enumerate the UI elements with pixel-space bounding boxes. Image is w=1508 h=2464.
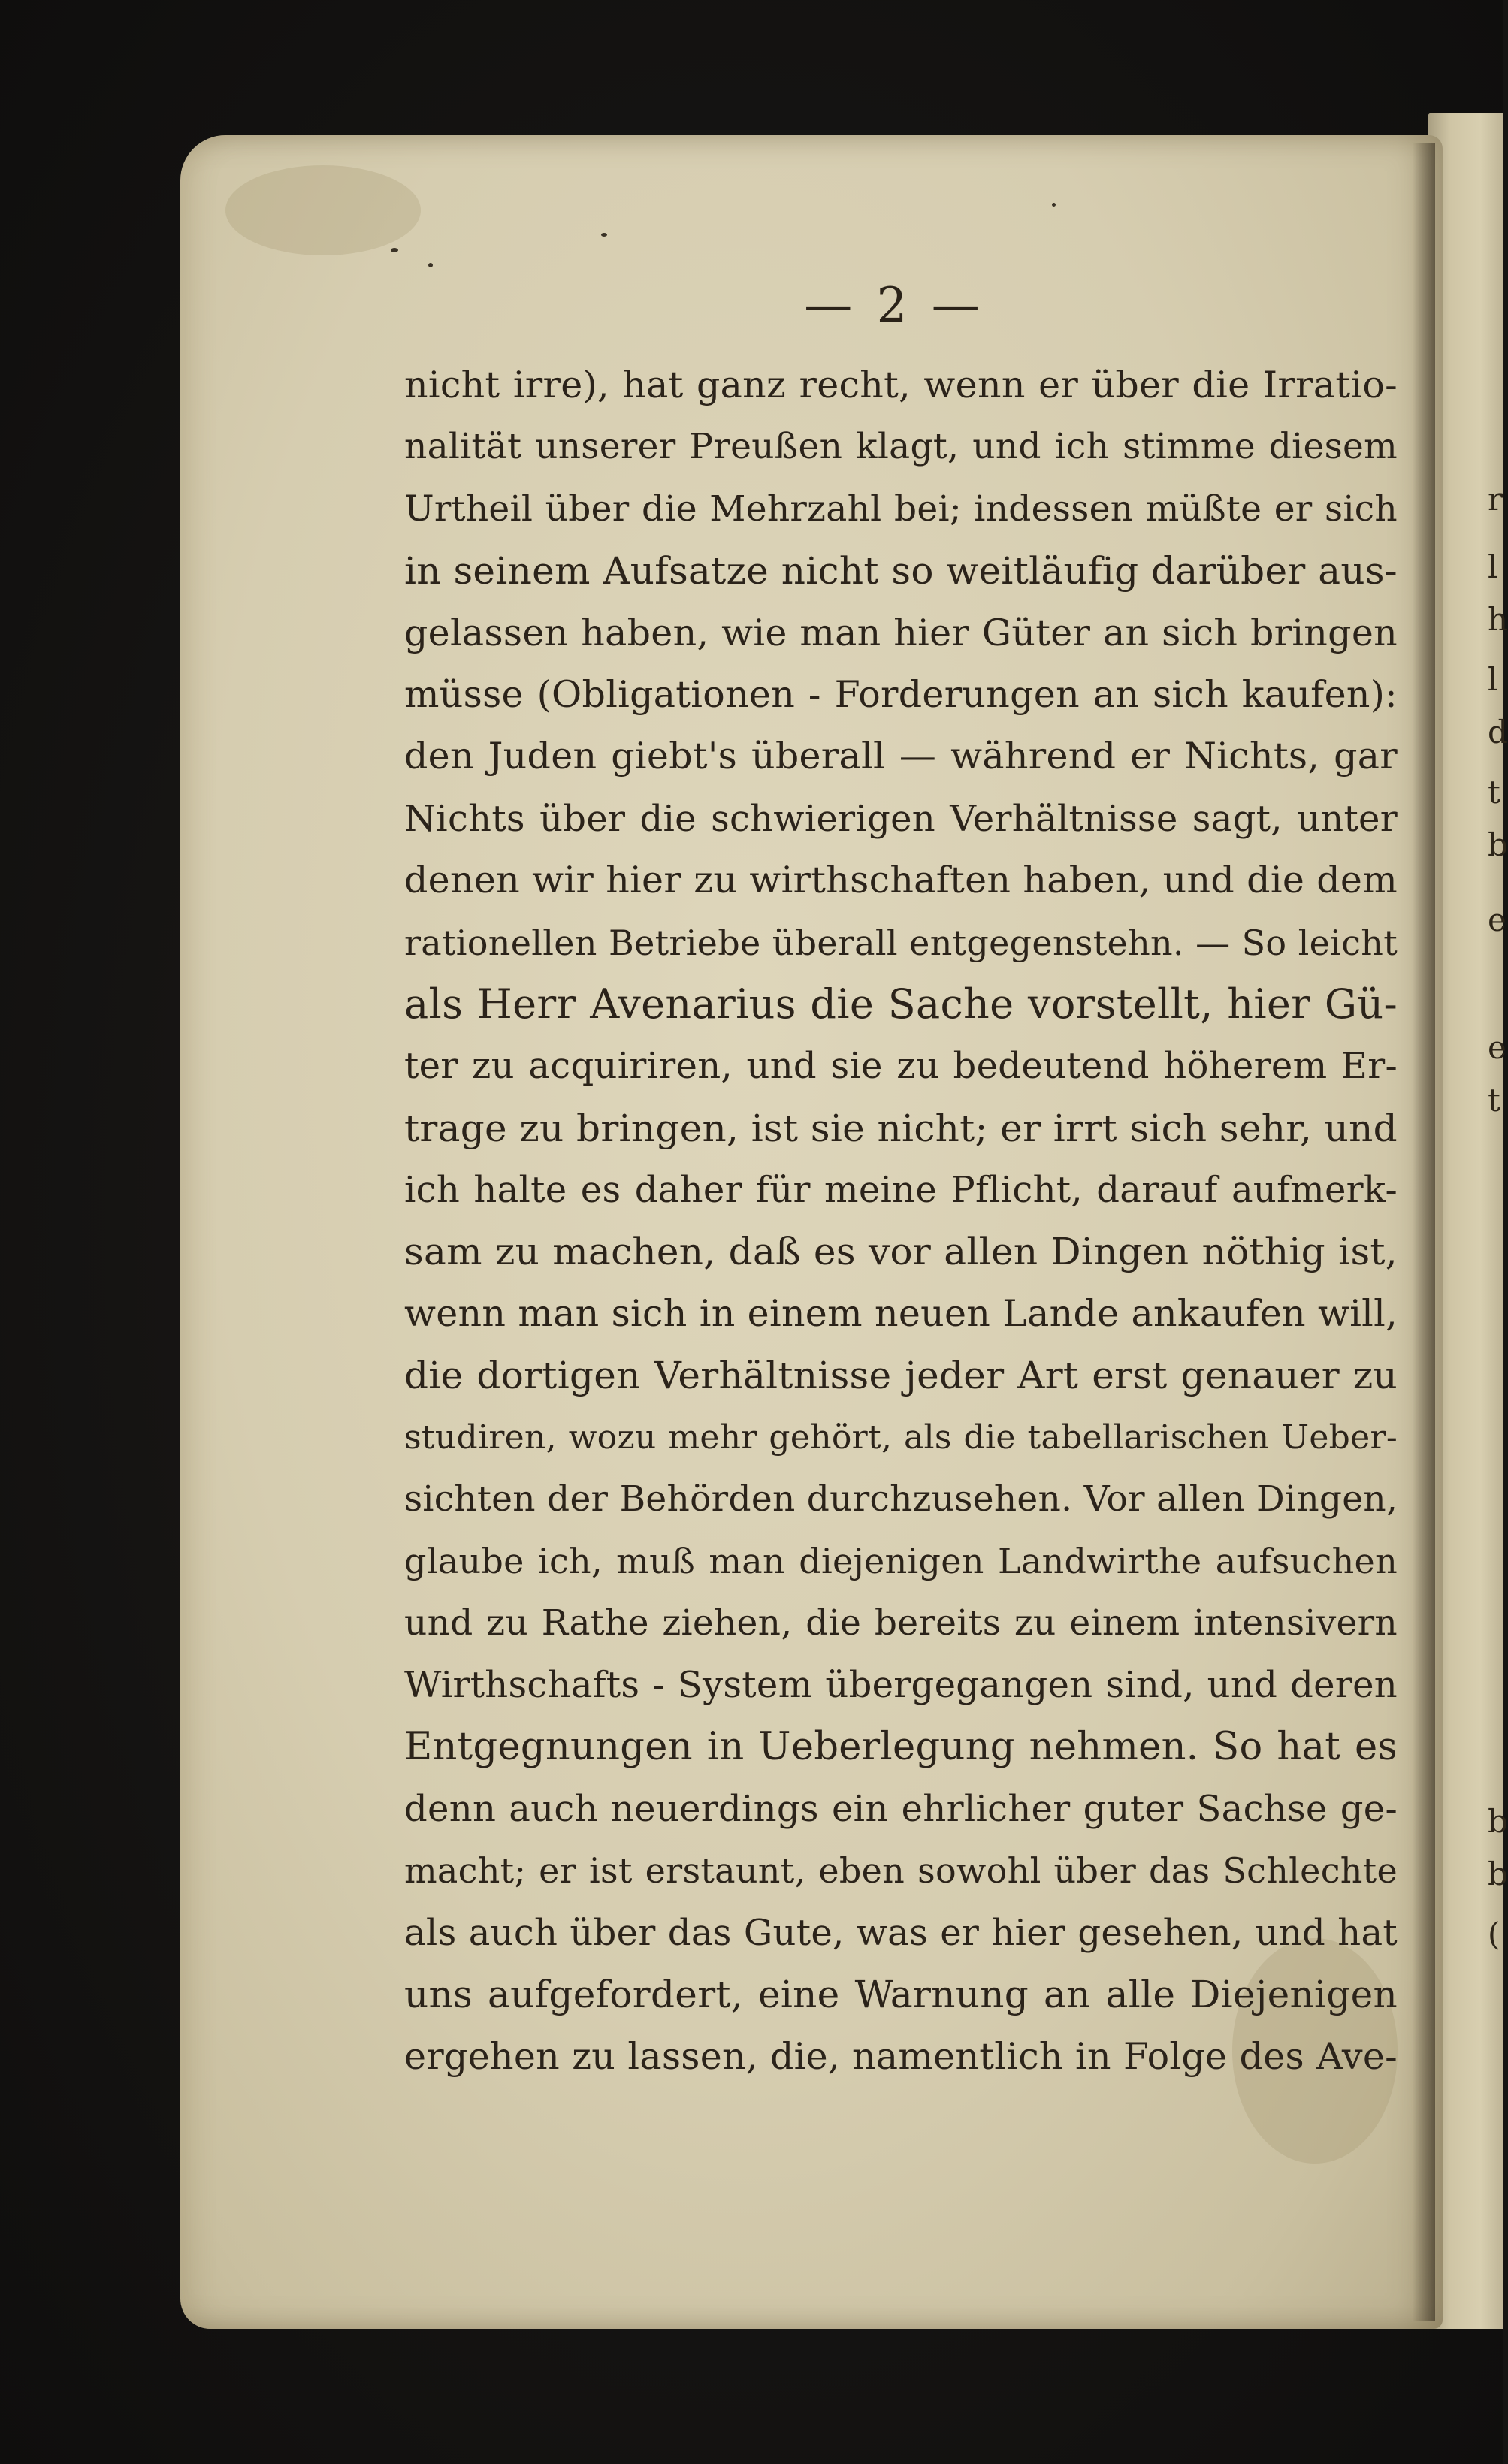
facing-page-glyph: t xyxy=(1488,1082,1500,1119)
text-line: gelassen haben, wie man hier Güter an sich bringen xyxy=(404,611,1398,654)
text-line: trage zu bringen, ist sie nicht; er irrt sich sehr, und xyxy=(404,1106,1398,1150)
facing-page-glyph: ( xyxy=(1488,1916,1500,1952)
text-line: müsse (Obligationen - Forderungen an sich kaufen): xyxy=(404,672,1398,716)
text-line: als Herr Avenarius die Sache vorstellt, hier Gü- xyxy=(404,980,1398,1028)
body-text xyxy=(404,355,1398,2088)
page-stain xyxy=(225,165,421,255)
facing-page-glyph: l xyxy=(1488,661,1498,698)
ink-speck xyxy=(428,263,433,267)
facing-page-glyph: d xyxy=(1488,714,1508,750)
text-line: Urtheil über die Mehrzahl bei; indessen müßte er sich xyxy=(404,488,1398,530)
facing-page-glyph: r xyxy=(1488,481,1503,518)
text-line: uns aufgefordert, eine Warnung an alle Diejenigen xyxy=(404,1973,1398,2017)
facing-page-glyph: l xyxy=(1488,548,1498,585)
text-line: studiren, wozu mehr gehört, als die tabellarischen Ueber- xyxy=(404,1418,1398,1457)
text-line: ergehen zu lassen, die, namentlich in Folge des Ave- xyxy=(404,2034,1398,2078)
page-gutter-shadow xyxy=(1413,143,1435,2321)
ink-speck xyxy=(1052,203,1056,207)
ink-speck xyxy=(601,233,607,237)
text-line: rationellen Betriebe überall entgegenstehn. — So leicht xyxy=(404,922,1398,963)
text-line: den Juden giebt's überall — während er Nichts, gar xyxy=(404,735,1398,778)
ink-speck xyxy=(391,248,398,252)
facing-page-glyph: b xyxy=(1488,1856,1508,1892)
facing-page-glyph: h xyxy=(1488,601,1508,638)
text-line: und zu Rathe ziehen, die bereits zu einem intensivern xyxy=(404,1602,1398,1644)
text-line: nicht irre), hat ganz recht, wenn er über die Irratio- xyxy=(404,364,1398,406)
text-line: ter zu acquiriren, und sie zu bedeutend höherem Er- xyxy=(404,1045,1398,1088)
text-line: sichten der Behörden durchzusehen. Vor allen Dingen, xyxy=(404,1478,1398,1520)
text-line: als auch über das Gute, was er hier gesehen, und hat xyxy=(404,1911,1398,1954)
text-line: Wirthschafts - System übergegangen sind, und deren xyxy=(404,1664,1398,1707)
text-line: Entgegnungen in Ueberlegung nehmen. So hat es xyxy=(404,1724,1398,1769)
text-line: nalität unserer Preußen klagt, und ich stimme diesem xyxy=(404,426,1398,468)
text-line: sam zu machen, daß es vor allen Dingen nöthig ist, xyxy=(404,1230,1398,1274)
text-line: wenn man sich in einem neuen Lande ankaufen will, xyxy=(404,1291,1398,1335)
text-line: ich halte es daher für meine Pflicht, darauf aufmerk- xyxy=(404,1169,1398,1212)
text-line: denen wir hier zu wirthschaften haben, und die dem xyxy=(404,859,1398,902)
text-line: Nichts über die schwierigen Verhältnisse sagt, unter xyxy=(404,797,1398,840)
text-line: die dortigen Verhältnisse jeder Art erst genauer zu xyxy=(404,1354,1398,1398)
text-line: denn auch neuerdings ein ehrlicher guter Sachse ge- xyxy=(404,1787,1398,1830)
facing-page-glyph: e xyxy=(1488,1029,1506,1066)
facing-page-glyph: b xyxy=(1488,826,1508,863)
facing-page-glyph: t xyxy=(1488,774,1500,811)
text-line: glaube ich, muß man diejenigen Landwirthe aufsuchen xyxy=(404,1541,1398,1582)
facing-page-glyph: e xyxy=(1488,901,1506,938)
text-line: in seinem Aufsatze nicht so weitläufig darüber aus- xyxy=(404,549,1398,593)
page-number: — 2 — xyxy=(804,278,984,334)
facing-page-glyph: b xyxy=(1488,1803,1508,1840)
text-line: macht; er ist erstaunt, eben sowohl über das Schlechte xyxy=(404,1850,1398,1892)
